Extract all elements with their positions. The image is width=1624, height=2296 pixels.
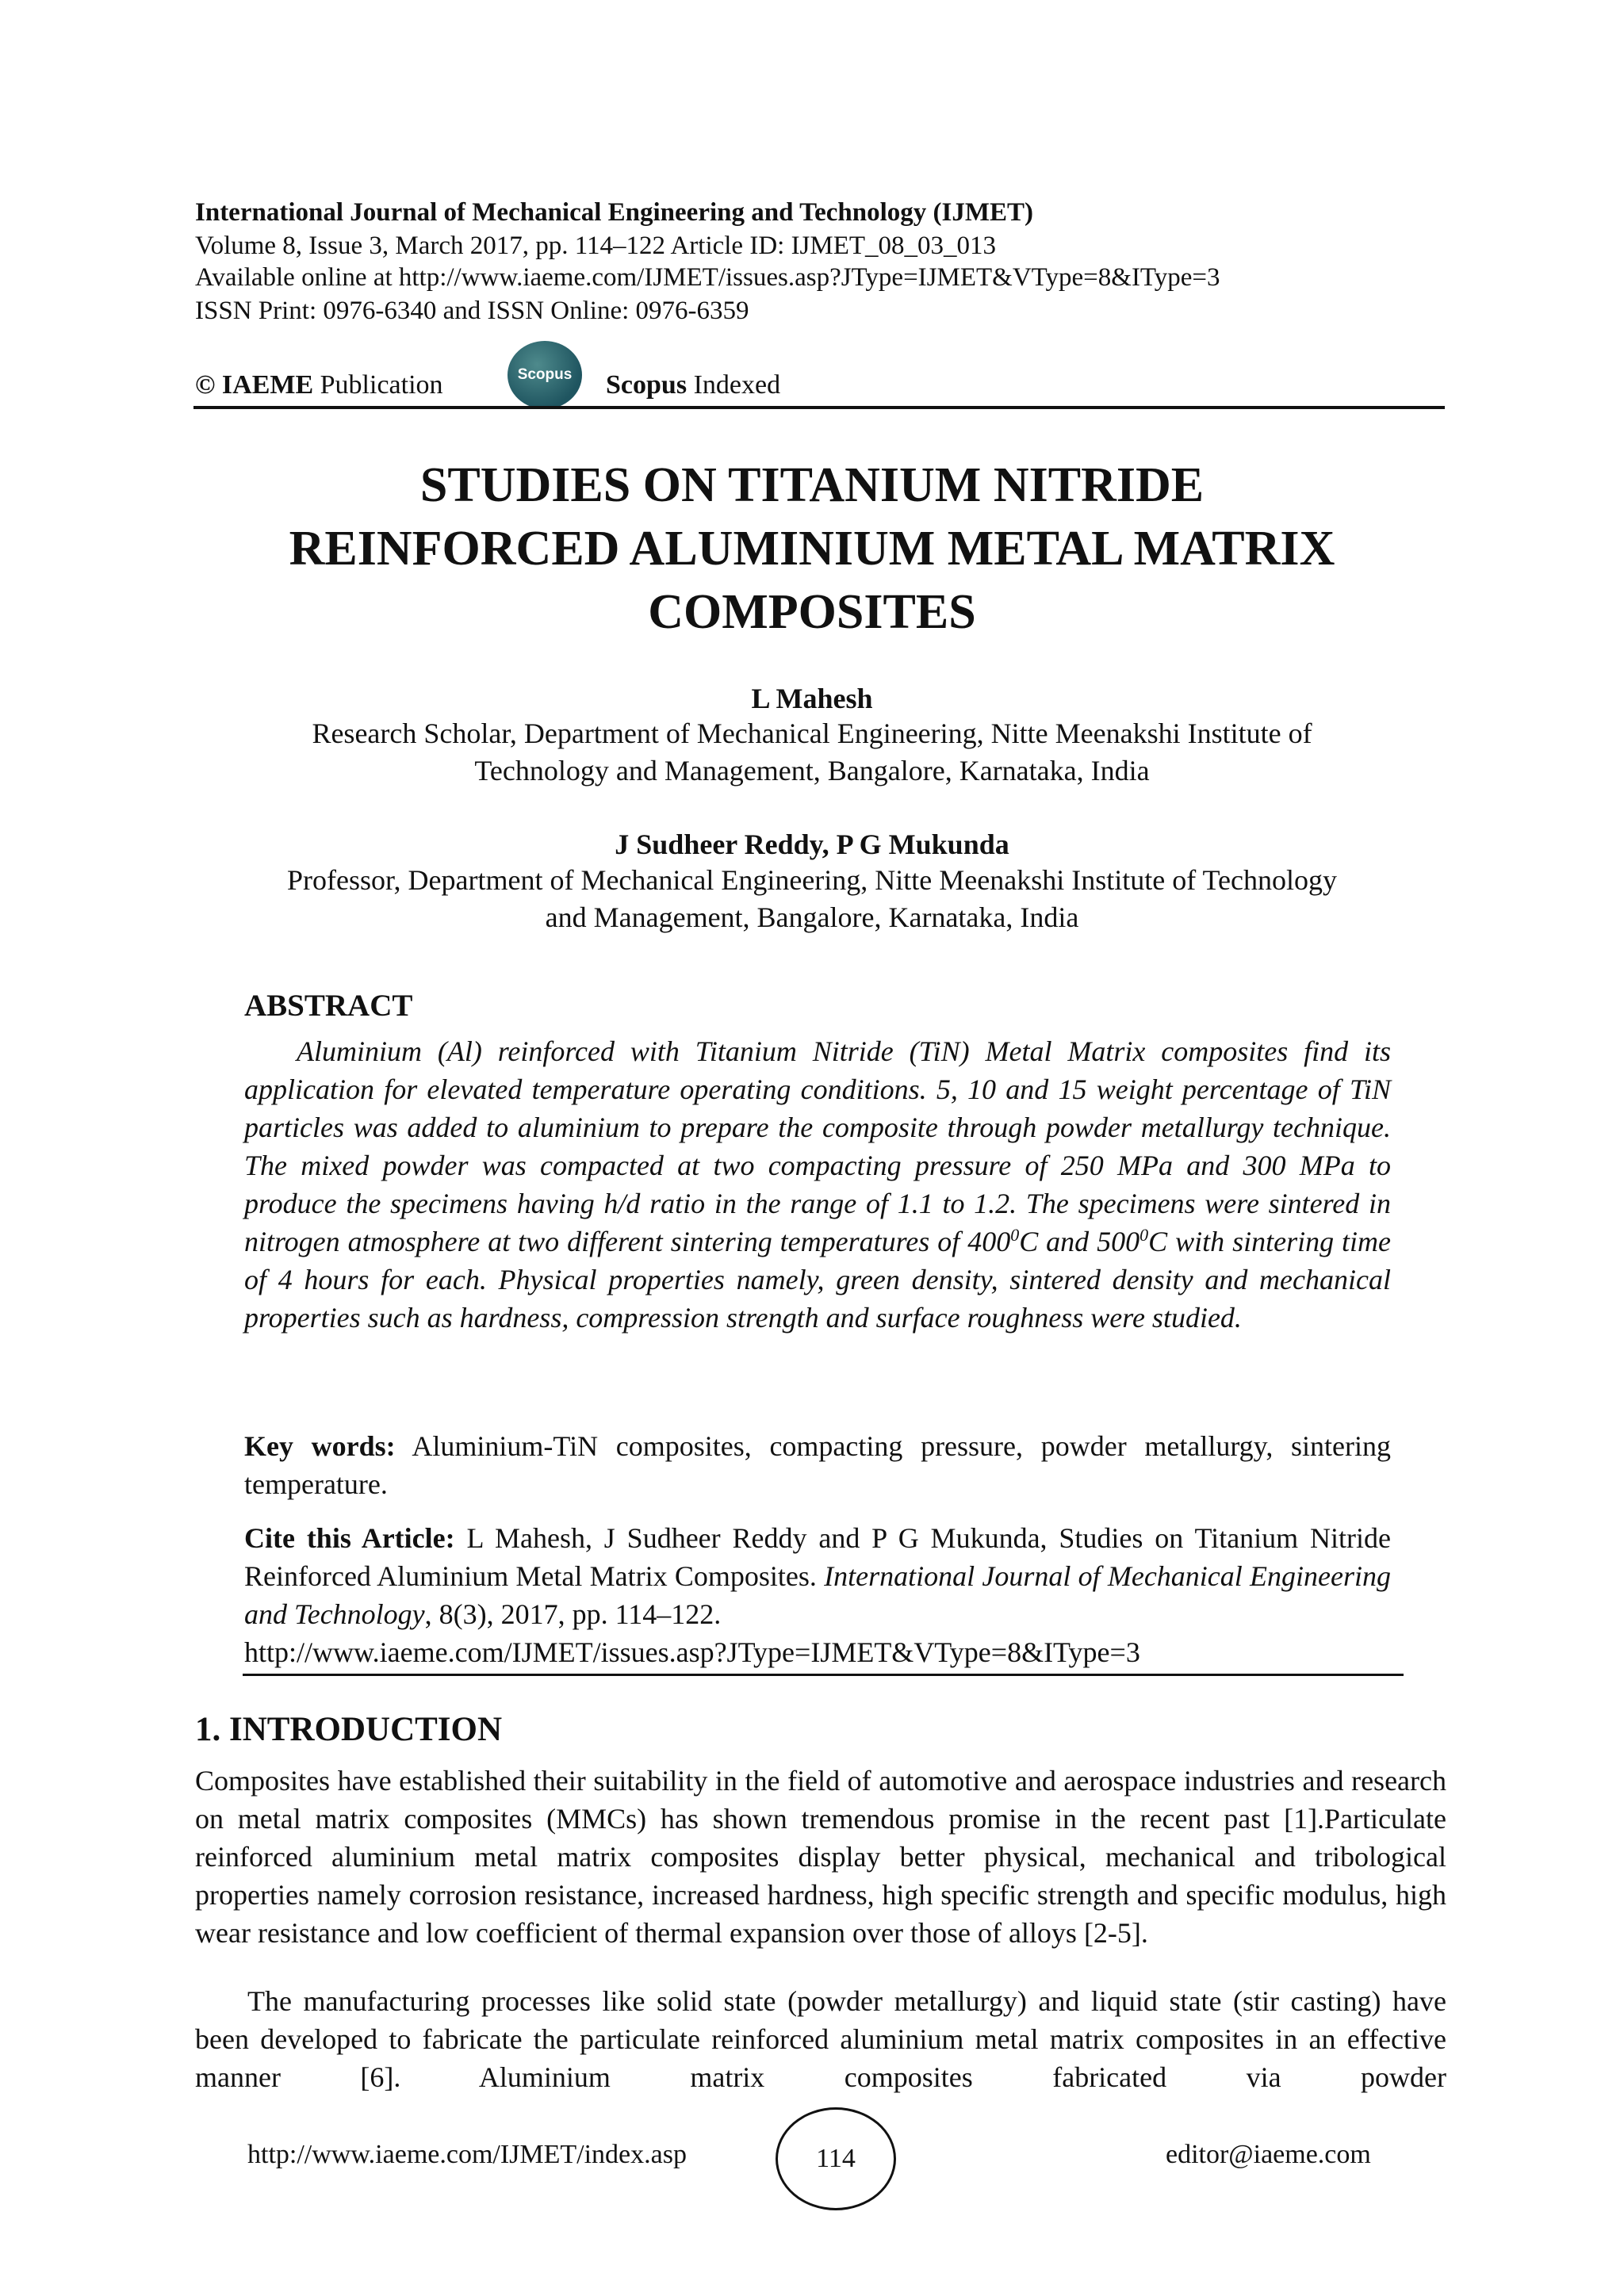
citation-divider [243,1674,1404,1676]
copyright-symbol: © [195,370,216,400]
keywords [244,1427,1391,1503]
publisher-line [195,369,443,401]
footer-url[interactable]: http://www.iaeme.com/IJMET/index.asp [247,2140,687,2169]
author-names: L Mahesh [751,683,873,714]
scopus-logo-icon [508,341,582,409]
title-line: STUDIES ON TITANIUM NITRIDE [419,458,1205,512]
superscript: 0 [1139,1225,1149,1245]
volume-line: Volume 8, Issue 3, March 2017, pp. 114–122 Article ID: IJMET_08_03_013 [195,232,997,260]
title-line: REINFORCED ALUMINIUM METAL MATRIX [289,522,1335,576]
publisher-suffix: Publication [313,370,443,400]
intro-paragraph: Composites have established their suitability in the field of automotive and aerospace industries and research on metal matrix composites (MMCs) has shown tremendous promise in the recent past [1].Particulate reinforced aluminium metal matrix composites display better physical, mechanical and tribological properties namely corrosion resistance, increased hardness, high specific strength and specific modulus, high wear resistance and low coefficient of thermal expansion over those of alloys [2-5]. [195,1765,1446,1949]
citation-details: , 8(3), 2017, pp. 114–122. [424,1598,722,1630]
page-number [776,2107,896,2210]
author-affiliation: and Management, Bangalore, Karnataka, India [545,901,1079,933]
page-number-text: 114 [816,2144,856,2173]
issn-line: ISSN Print: 0976-6340 and ISSN Online: 0976-6359 [195,297,749,325]
footer-email[interactable]: editor@iaeme.com [1166,2140,1371,2169]
online-availability-line: Available online at http://www.iaeme.com/IJMET/issues.asp?JType=IJMET&VType=8&IType=3 [195,263,1220,292]
scopus-rest: Indexed [687,370,781,400]
abstract-heading: ABSTRACT [244,989,413,1023]
header-divider [193,406,1445,409]
paper-title [159,453,1465,644]
citation-text: L Mahesh, J Sudheer Reddy and P G Mukunda, Studies on Titanium Nitride Reinforced Aluminium Metal Matrix Composites. [244,1522,1391,1592]
title-line: COMPOSITES [648,585,976,639]
superscript: 0 [1010,1225,1020,1245]
scopus-bold: Scopus [606,370,688,400]
author-affiliation: Technology and Management, Bangalore, Karnataka, India [474,755,1150,786]
publisher-name: IAEME [221,370,314,400]
abstract-text [244,1032,1391,1337]
author-affiliation: Research Scholar, Department of Mechanical Engineering, Nitte Meenakshi Institute of [312,718,1312,749]
abstract-part: C with sintering time of 4 hours for each. Physical properties namely, green density, sintered density and mechanical properties such as hardness, compression strength and surface roughness were studied. [244,1226,1392,1334]
citation [244,1519,1391,1671]
citation-url[interactable]: http://www.iaeme.com/IJMET/issues.asp?JType=IJMET&VType=8&IType=3 [244,1636,1140,1668]
keywords-label: Key words: [244,1430,396,1462]
citation-label: Cite this Article: [244,1522,455,1554]
citation-journal: International Journal of Mechanical Engineering and Technology [244,1560,1391,1630]
scopus-badge-text: Scopus [517,366,573,383]
abstract-part: C and 500 [1019,1226,1140,1257]
author-names: J Sudheer Reddy, P G Mukunda [615,828,1009,860]
journal-title: International Journal of Mechanical Engineering and Technology (IJMET) [195,198,1033,227]
keywords-text: Aluminium-TiN composites, compacting pressure, powder metallurgy, sintering temperature. [244,1430,1391,1500]
scopus-indexed-label [606,369,780,401]
author-affiliation: Professor, Department of Mechanical Engineering, Nitte Meenakshi Institute of Technology [286,864,1337,896]
intro-paragraph: The manufacturing processes like solid state (powder metallurgy) and liquid state (stir casting) have been developed to fabricate the particulate reinforced aluminium metal matrix composites in an effective manner [6]. Aluminium matrix composites fabricated via powder [195,1985,1446,2093]
abstract-part: Aluminium (Al) reinforced with Titanium Nitride (TiN) Metal Matrix composites find its application for elevated temperature operating conditions. 5, 10 and 15 weight percentage of TiN particles was added to aluminium to prepare the composite through powder metallurgy technique. The mixed powder was compacted at two compacting pressure of 250 MPa and 300 MPa to produce the specimens having h/d ratio in the range of 1.1 to 1.2. The specimens were sintered in nitrogen atmosphere at two different sintering temperatures of 400 [244,1035,1391,1257]
section-heading: 1. INTRODUCTION [195,1711,503,1748]
